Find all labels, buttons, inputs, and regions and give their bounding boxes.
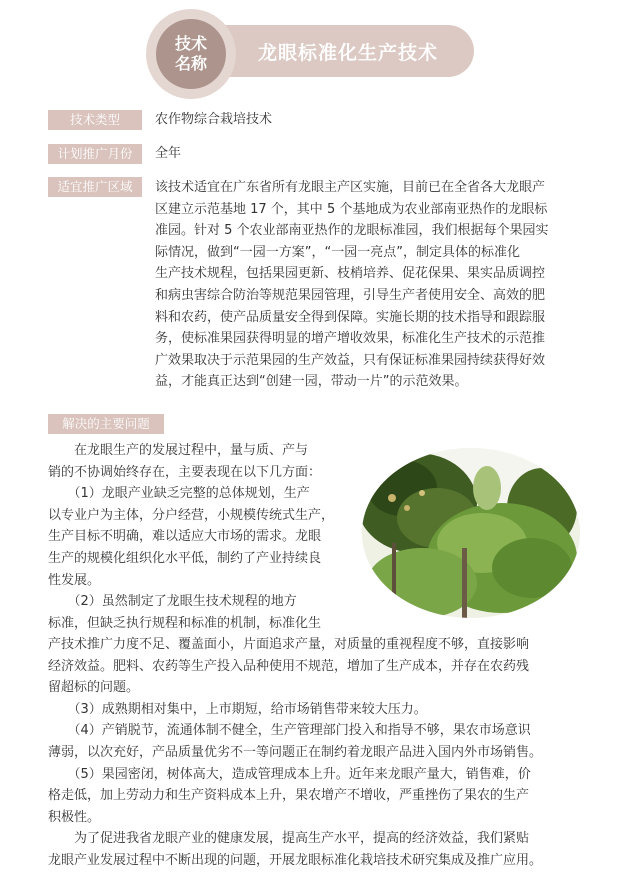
problems-full-line: 为了促进我省龙眼产业的健康发展，提高生产水平，提高的经济效益，我们紧贴: [48, 831, 530, 847]
problems-wrapped-line: （1）龙眼产业缺乏完整的总体规划，生产: [48, 486, 310, 502]
problems-full-line: （5）果园密闭，树体高大，造成管理成本上升。近年来龙眼产量大，销售难，价: [48, 766, 531, 782]
problems-full-line: （4）产销脱节，流通体制不健全，生产管理部门投入和指导不够，果农市场意识: [48, 723, 531, 739]
region-description: [155, 177, 591, 393]
problems-section-label: 解决的主要问题: [48, 414, 164, 434]
problems-wrapped-line: 以专业户为主体，分户经营，小规模传统式生产，: [48, 507, 335, 523]
problems-wrapped-line: （2）虽然制定了龙眼生技术规程的地方: [48, 594, 297, 610]
problems-wrapped-line: 生产目标不明确，难以适应大市场的需求。龙眼: [48, 529, 322, 545]
tech-name-badge: [156, 19, 226, 89]
longan-tree-photo: [362, 448, 580, 618]
problems-full-line: 积极性。: [48, 809, 101, 825]
region-line: 益，才能真正达到“创建一园，带动一片”的示范效果。: [155, 374, 468, 390]
region-line: 务，使标准果园获得明显的增产增收效果，标准化生产技术的示范推: [155, 331, 546, 347]
problems-wrapped-line: 性发展。: [48, 572, 101, 588]
region-label: 适宜推广区域: [48, 177, 142, 197]
page-title: 龙眼标准化生产技术: [258, 42, 439, 64]
problems-wrapped-line: 生产的规模化组织化水平低，制约了产业持续良: [48, 550, 322, 566]
problems-full-line: 经济效益。肥料、农药等生产投入品种使用不规范，增加了生产成本，并存在农药残: [48, 658, 530, 674]
problems-text-full: [48, 634, 593, 872]
region-line: 该技术适宜在广东省所有龙眼主产区实施，目前已在全省各大龙眼产: [155, 180, 546, 195]
region-line: 准园。针对 5 个农业部南亚热作的龙眼标准园，我们根据每个果园实: [155, 223, 549, 239]
problems-full-line: 产技术推广力度不足、覆盖面小，片面追求产量，对质量的重视程度不够，直接影响: [48, 637, 530, 652]
problems-full-line: 留超标的问题。: [48, 680, 140, 696]
problems-full-line: 格走低，加上劳动力和生产资料成本上升，果农增产不增收，严重挫伤了果农的生产: [48, 788, 530, 804]
problems-full-line: 龙眼产业发展过程中不断出现的问题，开展龙眼标准化栽培技术研究集成及推广应用。: [48, 852, 543, 868]
problems-wrapped-line: 销的不协调始终存在，主要表现在以下几方面：: [48, 464, 322, 480]
region-line: 和病虫害综合防治等规范果园管理，引导生产者使用安全、高效的肥: [155, 287, 546, 303]
tech-type-label: 技术类型: [48, 110, 142, 130]
problems-wrapped-line: 在龙眼生产的发展过程中，量与质、产与: [48, 443, 309, 458]
plan-month-value: 全年: [155, 146, 182, 161]
problems-full-line: 薄弱，以次充好，产品质量优劣不一等问题正在制约着龙眼产品进入国内外市场销售。: [48, 744, 543, 760]
problems-full-line: （3）成熟期相对集中，上市期短，给市场销售带来较大压力。: [48, 701, 427, 717]
badge-line-1: 技术: [174, 34, 207, 53]
plan-month-label: 计划推广月份: [48, 144, 142, 164]
tech-type-value: 农作物综合栽培技术: [155, 112, 273, 127]
badge-line-2: 名称: [174, 54, 207, 73]
region-line: 料和农药，使产品质量安全得到保障。实施长期的技术指导和跟踪服: [155, 309, 546, 325]
region-line: 区建立示范基地 17 个，其中 5 个基地成为农业部南亚热作的龙眼标: [155, 201, 548, 217]
region-line: 广效果取决于示范果园的生产效益，只有保证标准果园持续获得好效: [155, 352, 546, 368]
region-line: 际情况，做到“一园一方案”，“一园一亮点”，制定具体的标准化: [155, 244, 520, 260]
region-line: 生产技术规程，包括果园更新、枝梢培养、促花保果、果实品质调控: [155, 266, 546, 282]
problems-text-wrapped: [48, 440, 360, 634]
problems-wrapped-line: 标准，但缺乏执行规程和标准的机制，标准化生: [48, 615, 322, 631]
